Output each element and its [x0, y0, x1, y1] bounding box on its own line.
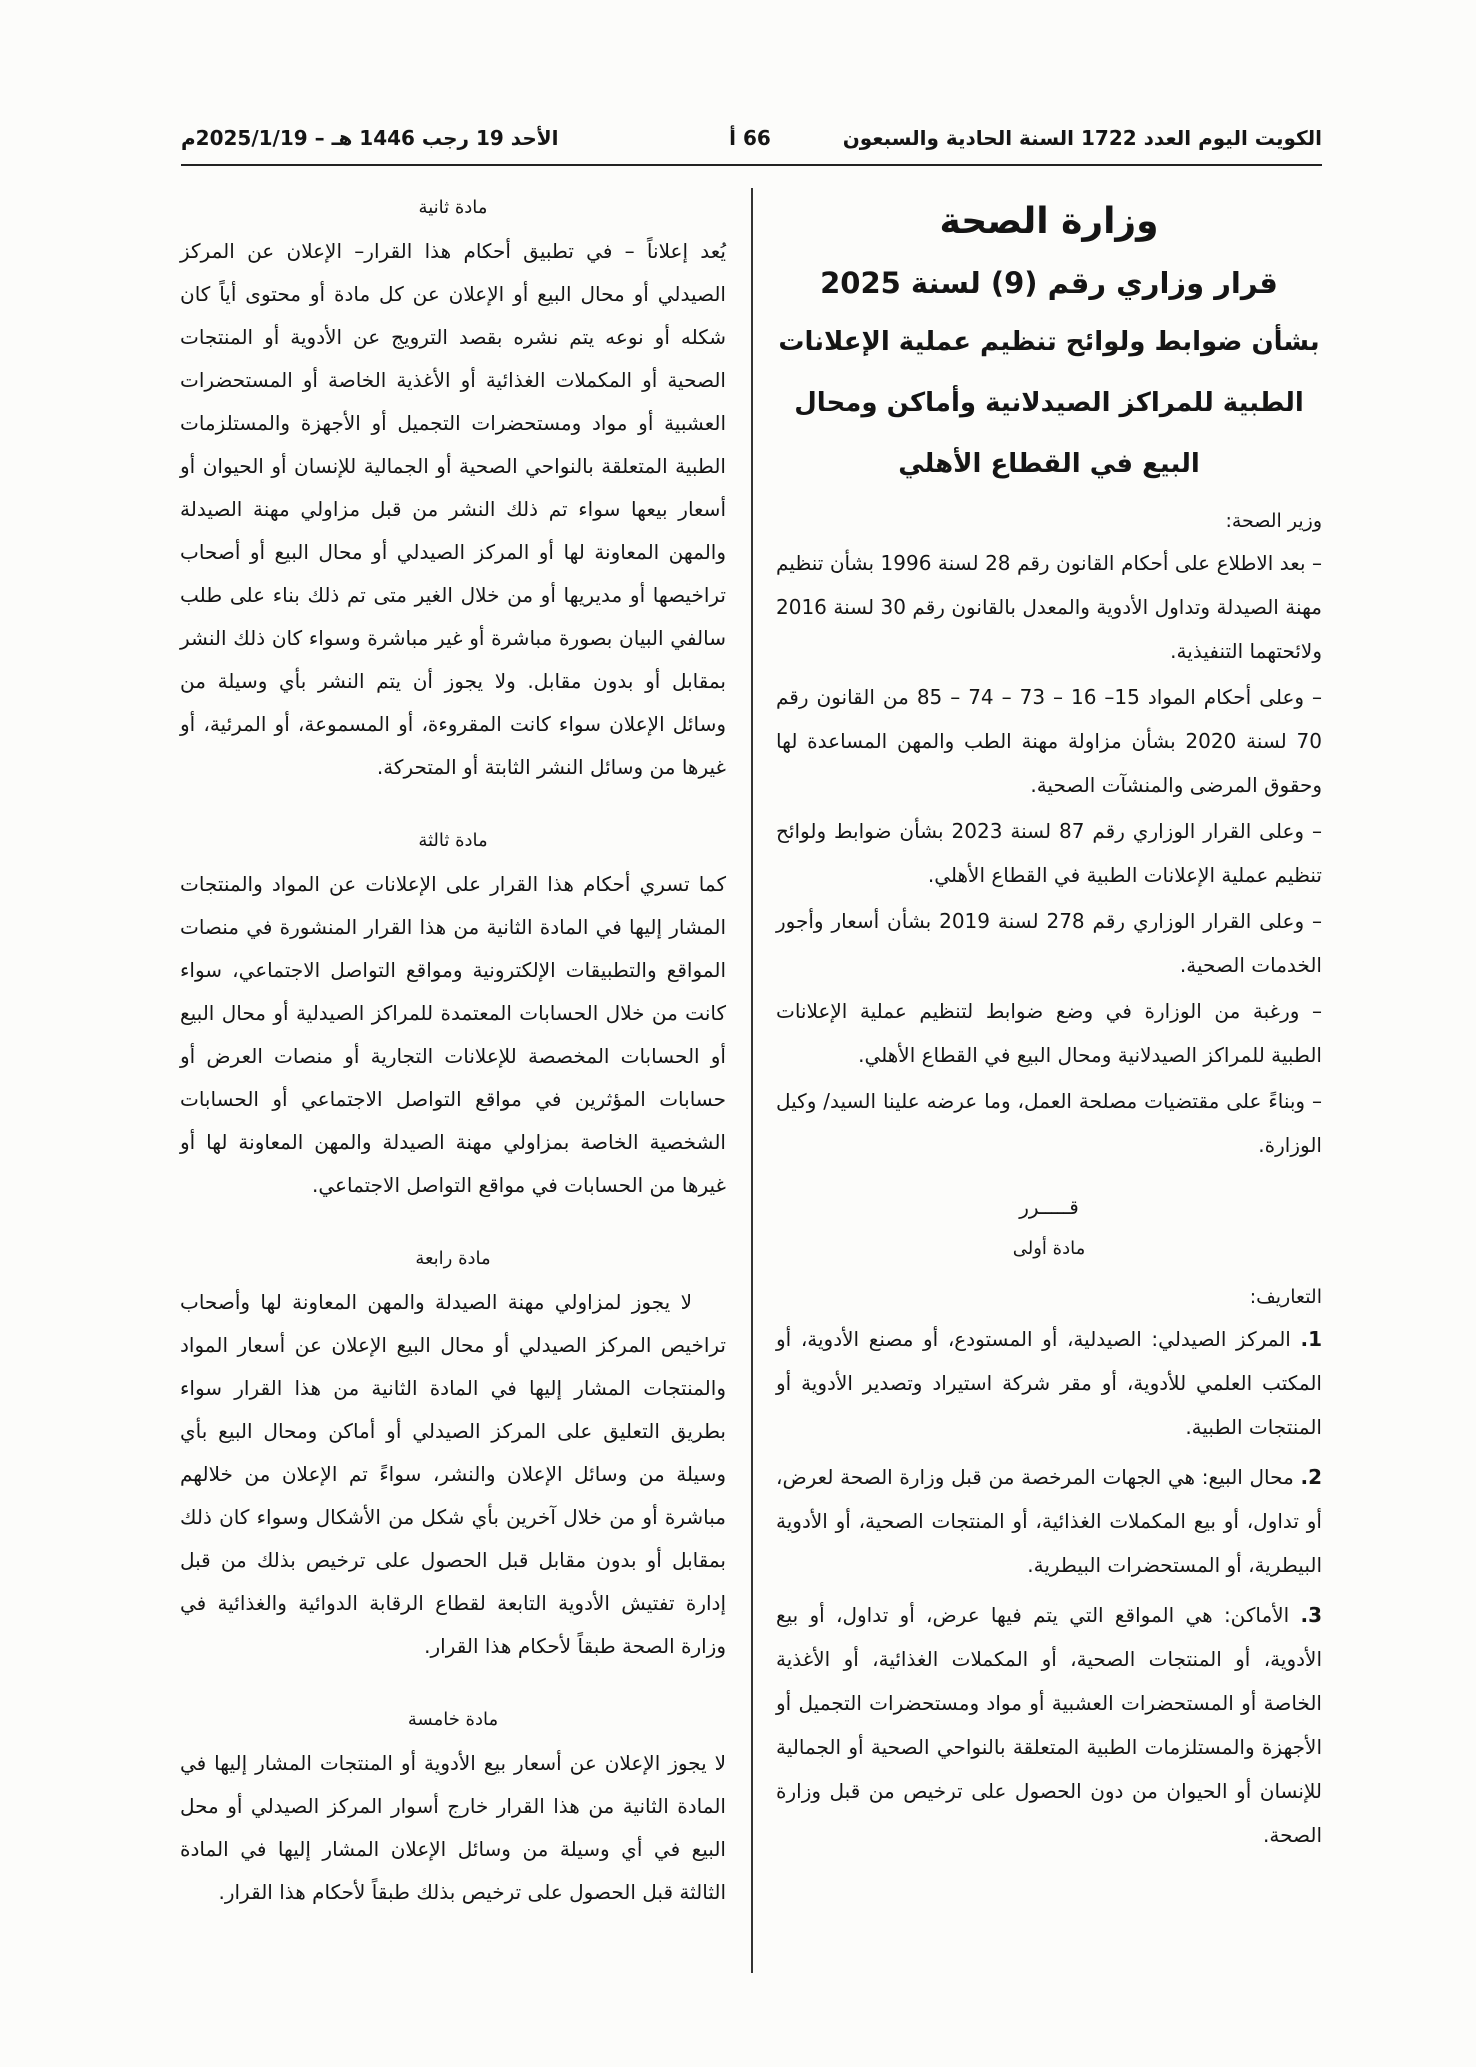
definition-text: محال البيع: هي الجهات المرخصة من قبل وزارة الصحة لعرض، أو تداول، أو بيع المكملات الغذائية، أو المنتجات الصحية، أو الأدوية البيطرية، أو المستحضرات البيطرية. [776, 1465, 1322, 1577]
article-text: لا يجوز الإعلان عن أسعار بيع الأدوية أو المنتجات المشار إليها في المادة الثانية من هذا القرار خارج أسوار المركز الصيدلي أو محل البيع في أي وسيلة من وسائل الإعلان المشار إليها في المادة الثالثة قبل الحصول على ترخيص بذلك طبقاً لأحكام هذا القرار. [180, 1751, 726, 1904]
definition-number: 1. [1300, 1327, 1322, 1351]
minister-line: وزير الصحة: [1225, 510, 1322, 532]
header-page-number: 66 أ [729, 126, 771, 150]
header-date: الأحد 19 رجب 1446 هـ – 2025/1/19م [181, 126, 559, 150]
article-heading: مادة رابعة [415, 1248, 491, 1269]
preamble-paragraph: – وبناءً على مقتضيات مصلحة العمل، وما عرضه علينا السيد/ وكيل الوزارة. [776, 1089, 1322, 1157]
definition-text: المركز الصيدلي: الصيدلية، أو المستودع، أو مصنع الأدوية، أو المكتب العلمي للأدوية، أو مقر شركة استيراد وتصدير الأدوية أو المنتجات الطبية. [776, 1327, 1322, 1439]
definition-item [776, 1317, 1322, 1449]
definitions-heading: التعاريف: [1249, 1286, 1322, 1308]
definition-number: 3. [1300, 1603, 1323, 1627]
preamble-paragraph: – وعلى أحكام المواد 15– 16 – 73 – 74 – 85 من القانون رقم 70 لسنة 2020 بشأن مزاولة مهنة الطب والمهن المساعدة لها وحقوق المرضى والمنشآت الصحية. [776, 685, 1323, 797]
decided-heading: قـــــرر [1019, 1195, 1079, 1219]
preamble-paragraph: – ورغبة من الوزارة في وضع ضوابط لتنظيم عملية الإعلانات الطبية للمراكز الصيدلانية ومحال البيع في القطاع الأهلي. [776, 999, 1322, 1067]
article-text: يُعد إعلاناً – في تطبيق أحكام هذا القرار– الإعلان عن المركز الصيدلي أو محال البيع أو الإعلان عن كل مادة أو محتوى أياً كان شكله أو نوعه يتم نشره بقصد الترويج عن الأدوية أو المنتجات الصحية أو المكملات الغذائية أو الأغذية الخاصة أو المستحضرات العشبية أو مواد ومستحضرات التجميل أو الأجهزة والمستلزمات الطبية المتعلقة بالنواحي الصحية أو الجمالية للإنسان أو الحيوان أو أسعار بيعها سواء تم ذلك النشر من قبل مزاولي مهنة الصيدلة والمهن المعاونة لها أو المركز الصيدلي أو محال البيع أو أصحاب تراخيصها أو مديريها أو من خلال الغير متى تم ذلك بناء على طلب سالفي البيان بصورة مباشرة أو غير مباشرة وسواء كان ذلك النشر بمقابل أو بدون مقابل. ولا يجوز أن يتم النشر بأي وسيلة من وسائل الإعلان سواء كانت المقروءة، أو المسموعة، أو المرئية، أو غيرها من وسائل النشر الثابتة أو المتحركة. [180, 239, 726, 779]
definition-text: الأماكن: هي المواقع التي يتم فيها عرض، أو تداول، أو بيع الأدوية، أو المنتجات الصحية، أو المكملات الغذائية، أو الأغذية الخاصة أو المستحضرات العشبية أو مواد ومستحضرات التجميل أو الأجهزة والمستلزمات الطبية المتعلقة بالنواحي الصحية أو الجمالية للإنسان أو الحيوان من دون الحصول على ترخيص من قبل وزارة الصحة. [776, 1603, 1322, 1847]
column-divider [751, 188, 753, 1973]
preamble-paragraph: – وعلى القرار الوزاري رقم 278 لسنة 2019 بشأن أسعار وأجور الخدمات الصحية. [776, 909, 1322, 977]
article-text: لا يجوز لمزاولي مهنة الصيدلة والمهن المعاونة لها وأصحاب تراخيص المركز الصيدلي أو محال البيع الإعلان عن أسعار المواد والمنتجات المشار إليها في المادة الثانية من هذا القرار سواء بطريق التعليق على المركز الصيدلي أو أماكن ومحال البيع بأي وسيلة من وسائل الإعلان والنشر، سواءً تم الإعلان من خلالهم مباشرة أو من خلال آخرين بأي شكل من الأشكال وسواء كان ذلك بمقابل أو بدون مقابل قبل الحصول على ترخيص بذلك من قبل إدارة تفتيش الأدوية التابعة لقطاع الرقابة الدوائية والغذائية في وزارة الصحة طبقاً لأحكام هذا القرار. [180, 1290, 726, 1658]
definition-number: 2. [1300, 1465, 1322, 1489]
left-column [180, 190, 726, 1914]
header-issue-info: الكويت اليوم العدد 1722 السنة الحادية والسبعون [842, 126, 1322, 150]
header-rule [181, 164, 1322, 166]
article-heading: مادة خامسة [407, 1709, 499, 1730]
right-column [776, 190, 1322, 1863]
decree-title: قرار وزاري رقم (9) لسنة 2025 [820, 266, 1278, 300]
decree-subject: بشأن ضوابط ولوائح تنظيم عملية الإعلانات الطبية للمراكز الصيدلانية وأماكن ومحال البيع في القطاع الأهلي [778, 327, 1320, 479]
preamble-paragraph: – بعد الاطلاع على أحكام القانون رقم 28 لسنة 1996 بشأن تنظيم مهنة الصيدلة وتداول الأدوية والمعدل بالقانون رقم 30 لسنة 2016 ولائحتهما التنفيذية. [776, 551, 1322, 663]
definition-item [776, 1593, 1322, 1857]
article-1-heading: مادة أولى [1012, 1238, 1086, 1259]
definition-item [776, 1455, 1322, 1587]
article-heading: مادة ثالثة [418, 830, 488, 851]
preamble-paragraph: – وعلى القرار الوزاري رقم 87 لسنة 2023 بشأن ضوابط ولوائح تنظيم عملية الإعلانات الطبية في القطاع الأهلي. [776, 819, 1322, 887]
article-heading: مادة ثانية [418, 197, 488, 218]
article-text: كما تسري أحكام هذا القرار على الإعلانات عن المواد والمنتجات المشار إليها في المادة الثانية من هذا القرار المنشورة في منصات المواقع والتطبيقات الإلكترونية ومواقع التواصل الاجتماعي، سواء كانت من خلال الحسابات المعتمدة للمراكز الصيدلية أو محال البيع أو الحسابات المخصصة للإعلانات التجارية أو منصات العرض أو حسابات المؤثرين في مواقع التواصل الاجتماعي أو الحسابات الشخصية الخاصة بمزاولي مهنة الصيدلة والمهن المعاونة لها أو غيرها من الحسابات في مواقع التواصل الاجتماعي. [180, 872, 726, 1197]
ministry-title: وزارة الصحة [939, 201, 1159, 242]
